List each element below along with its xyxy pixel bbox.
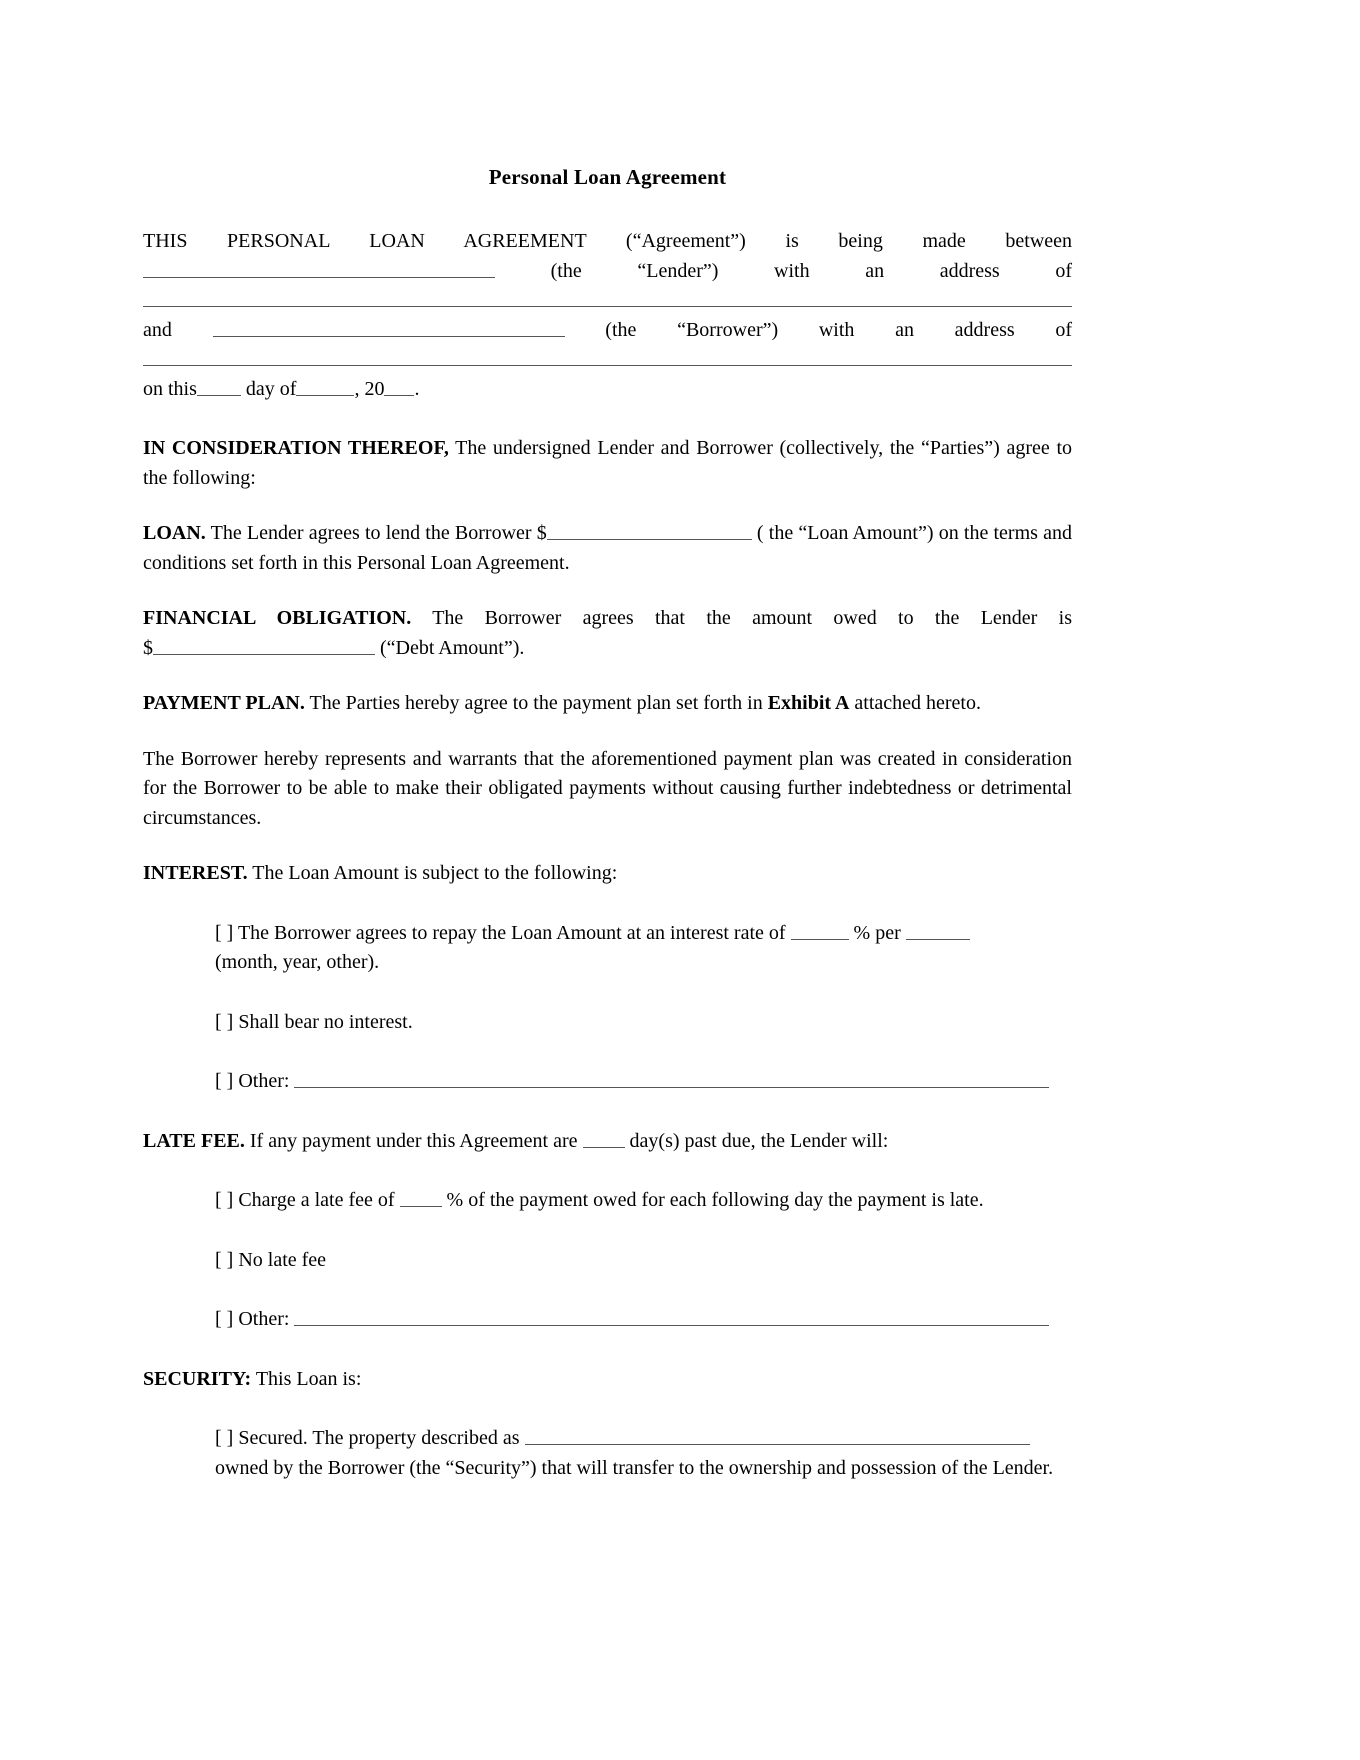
interest-period-blank[interactable]	[906, 920, 970, 939]
security-heading: SECURITY:	[143, 1367, 252, 1390]
security-option-1-text-b: owned by the Borrower (the “Security”) that will transfer to the ownership and possession of the Lender.	[215, 1456, 1054, 1479]
checkbox-icon[interactable]: [ ]	[215, 1189, 234, 1212]
interest-option-1[interactable]	[215, 919, 1072, 978]
late-fee-percent-blank[interactable]	[400, 1188, 442, 1207]
intro-line-2	[143, 257, 1072, 287]
loan-amount-blank[interactable]	[547, 521, 752, 540]
late-fee-option-2-text: No late fee	[233, 1248, 327, 1271]
interest-rate-blank[interactable]	[791, 920, 849, 939]
intro-line3-rest: (the “Borrower”) with an address of	[605, 318, 1073, 341]
interest-option-1-text-a: The Borrower agrees to repay the Loan Amount at an interest rate of	[233, 921, 791, 944]
intro-block	[143, 227, 1072, 404]
representation-paragraph: The Borrower hereby represents and warrants that the aforementioned payment plan was created in consideration for the Borrower to be able to make their obligated payments without causing further indebtedness or detrimental circumstances.	[143, 747, 1072, 829]
consideration-heading: IN CONSIDERATION THEREOF,	[143, 437, 449, 460]
financial-obligation-body-c: (“Debt Amount”).	[375, 636, 525, 659]
intro-line-2b	[143, 286, 1072, 316]
security-option-1[interactable]	[215, 1424, 1072, 1483]
late-fee-paragraph	[143, 1127, 1072, 1157]
intro-line2-rest: (the “Lender”) with an address of	[550, 259, 1073, 282]
checkbox-icon[interactable]: [ ]	[215, 1308, 234, 1331]
lender-name-blank[interactable]	[143, 258, 495, 277]
late-fee-option-1-text-a: Charge a late fee of	[233, 1189, 400, 1212]
payment-plan-heading: PAYMENT PLAN.	[143, 692, 305, 715]
security-paragraph	[143, 1365, 1072, 1395]
page-title: Personal Loan Agreement	[488, 165, 727, 189]
payment-plan-body-b: attached hereto.	[849, 692, 981, 715]
interest-option-2[interactable]	[215, 1008, 1072, 1038]
exhibit-a-reference: Exhibit A	[767, 692, 850, 715]
intro-line-3	[143, 316, 1072, 346]
payment-plan-body-a: The Parties hereby agree to the payment plan set forth in	[304, 692, 768, 715]
loan-paragraph	[143, 519, 1072, 578]
financial-obligation-line-2	[143, 634, 1072, 664]
intro-line1-rest: (“Agreement”) is being made between	[625, 230, 1073, 253]
checkbox-icon[interactable]: [ ]	[215, 1427, 234, 1450]
interest-paragraph	[143, 859, 1072, 889]
debt-currency-symbol: $	[143, 636, 153, 659]
late-fee-body-a: If any payment under this Agreement are	[244, 1129, 583, 1152]
interest-heading: INTEREST.	[143, 862, 248, 885]
interest-option-1-text-c: (month, year, other).	[215, 951, 380, 974]
checkbox-icon[interactable]: [ ]	[215, 1010, 234, 1033]
late-fee-option-1[interactable]	[215, 1186, 1072, 1216]
borrower-address-blank[interactable]	[143, 347, 1072, 366]
date-dayof-label: day of	[245, 377, 297, 400]
interest-other-blank[interactable]	[294, 1069, 1049, 1088]
loan-body-b: ( the “Loan Amount”) on the terms and conditions set forth in this Personal Loan Agreement.	[143, 522, 1072, 574]
financial-obligation-body-a: The Borrower agrees that the amount owed to the Lender is	[411, 607, 1072, 630]
loan-heading: LOAN.	[143, 522, 206, 545]
late-fee-option-2[interactable]	[215, 1246, 1072, 1276]
late-fee-other-blank[interactable]	[294, 1307, 1049, 1326]
financial-obligation-line-1	[143, 604, 1072, 634]
checkbox-icon[interactable]: [ ]	[215, 921, 234, 944]
intro-line-3b	[143, 345, 1072, 375]
security-body: This Loan is:	[251, 1367, 362, 1390]
checkbox-icon[interactable]: [ ]	[215, 1248, 234, 1271]
debt-amount-blank[interactable]	[153, 635, 375, 654]
late-fee-body-b: day(s) past due, the Lender will:	[624, 1129, 889, 1152]
late-fee-heading: LATE FEE.	[143, 1129, 245, 1152]
month-blank[interactable]	[296, 376, 354, 395]
year-blank[interactable]	[384, 376, 414, 395]
consideration-paragraph	[143, 434, 1072, 493]
intro-line-1	[143, 227, 1072, 257]
consideration-body: The undersigned Lender and Borrower (collectively, the “Parties”) agree to the following:	[143, 437, 1073, 489]
late-fee-option-1-text-b: % of the payment owed for each following day the payment is late.	[441, 1189, 984, 1212]
document-sheet	[143, 0, 1072, 1483]
security-option-1-text-a: Secured. The property described as	[233, 1427, 525, 1450]
day-blank[interactable]	[197, 376, 241, 395]
payment-plan-paragraph	[143, 689, 1072, 719]
interest-option-3[interactable]	[215, 1067, 1072, 1097]
interest-option-2-text: Shall bear no interest.	[233, 1010, 413, 1033]
date-year-prefix: , 20	[354, 377, 385, 400]
intro-lead-text: THIS PERSONAL LOAN AGREEMENT	[143, 230, 587, 253]
lender-address-blank[interactable]	[143, 288, 1072, 307]
loan-body-a: The Lender agrees to lend the Borrower $	[205, 522, 547, 545]
date-period: .	[414, 377, 420, 400]
late-fee-option-3-text: Other:	[233, 1308, 295, 1331]
security-property-blank[interactable]	[525, 1426, 1030, 1445]
interest-option-3-text: Other:	[233, 1070, 295, 1093]
checkbox-icon[interactable]: [ ]	[215, 1070, 234, 1093]
intro-and-text: and	[143, 318, 172, 341]
financial-obligation-heading: FINANCIAL OBLIGATION.	[143, 607, 412, 630]
borrower-name-blank[interactable]	[213, 317, 565, 336]
late-fee-option-3[interactable]	[215, 1305, 1072, 1335]
late-fee-days-blank[interactable]	[583, 1128, 625, 1147]
interest-body: The Loan Amount is subject to the following:	[247, 862, 618, 885]
intro-date-line	[143, 375, 1072, 405]
date-prefix-label: on this	[143, 377, 197, 400]
interest-option-1-text-b: % per	[848, 921, 906, 944]
